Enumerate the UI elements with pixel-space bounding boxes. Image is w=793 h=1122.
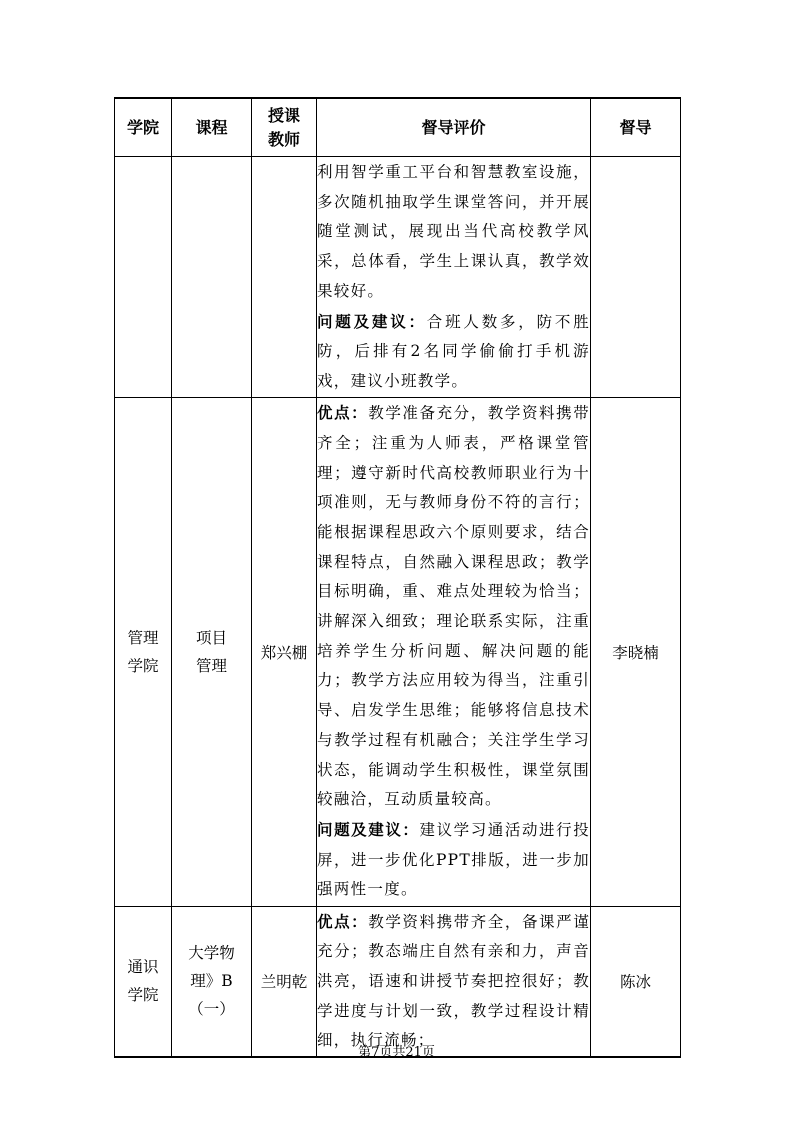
strengths-text: 教学资料携带齐全，备课严谨充分；教态端庄自然有亲和力，声音洪亮，语速和讲授节奏把控很好；教学进度与计划一致，教学过程设计精细，执行流畅； bbox=[317, 912, 591, 1050]
table-row bbox=[115, 906, 681, 1057]
college-cell bbox=[115, 906, 172, 1057]
table-row bbox=[115, 397, 681, 906]
strengths-label: 优点： bbox=[317, 403, 369, 423]
supervision-table bbox=[114, 97, 681, 1058]
course-cell bbox=[172, 906, 252, 1057]
teacher-cell: 郑兴棚 bbox=[252, 397, 317, 906]
course-line1: 大学物 bbox=[188, 944, 235, 963]
table-header-row bbox=[115, 98, 681, 157]
issues-paragraph bbox=[317, 815, 590, 905]
header-supervisor: 督导 bbox=[591, 98, 681, 157]
evaluation-cell bbox=[317, 906, 591, 1057]
teacher-cell: 兰明乾 bbox=[252, 906, 317, 1057]
course-cell bbox=[172, 157, 252, 398]
college-line1: 通识 bbox=[127, 958, 159, 977]
course-line1: 项目 bbox=[195, 628, 227, 647]
strengths-paragraph bbox=[317, 398, 590, 815]
strengths-text: 教学准备充分，教学资料携带齐全；注重为人师表，严格课堂管理；遵守新时代高校教师职业行为十项准则，无与教师身份不符的言行；能根据课程思政六个原则要求，结合课程特点，自然融入课程思政；教学目标明确，重、难点处理较为恰当；讲解深入细致；理论联系实际，注重培养学生分析问题、解决问题的能力；教学方法应用较为得当，注重引导、启发学生思维；能够将信息技术与教学过程有机融合；关注学生学习状态，能调动学生积极性，课堂氛围较融洽，互动质量较高。 bbox=[317, 404, 591, 809]
issues-text: 合班人数多，防不胜防，后排有2名同学偷偷打手机游戏，建议小班教学。 bbox=[317, 312, 590, 390]
college-line1: 管理 bbox=[127, 628, 159, 647]
strengths-paragraph bbox=[317, 907, 590, 1057]
course-line2: 理》B bbox=[190, 972, 233, 991]
teacher-cell bbox=[252, 157, 317, 398]
header-college: 学院 bbox=[115, 98, 172, 157]
header-teacher bbox=[252, 98, 317, 157]
college-line2: 学院 bbox=[127, 986, 159, 1005]
course-line2: 管理 bbox=[195, 656, 227, 675]
college-cell bbox=[115, 397, 172, 906]
course-line3: （一） bbox=[188, 1000, 235, 1019]
evaluation-cell bbox=[317, 397, 591, 906]
issues-paragraph bbox=[317, 307, 590, 397]
strengths-paragraph bbox=[317, 157, 590, 307]
issues-label: 问题及建议： bbox=[317, 311, 427, 331]
strengths-text: 利用智学重工平台和智慧教室设施，多次随机抽取学生课堂答问，并开展随堂测试，展现出当代高校教学风采，总体看，学生上课认真，教学效果较好。 bbox=[317, 163, 590, 300]
header-evaluation: 督导评价 bbox=[317, 98, 591, 157]
issues-text: 建议学习通活动进行投屏，进一步优化PPT排版，进一步加强两性一度。 bbox=[317, 820, 590, 899]
evaluation-cell bbox=[317, 157, 591, 398]
supervisor-cell bbox=[591, 157, 681, 398]
supervisor-cell: 李晓楠 bbox=[591, 397, 681, 906]
supervisor-cell: 陈冰 bbox=[591, 906, 681, 1057]
issues-label: 问题及建议： bbox=[317, 819, 420, 839]
header-teacher-line2: 教师 bbox=[267, 129, 300, 149]
page-footer: 第7页共21页 bbox=[358, 1045, 435, 1060]
college-line2: 学院 bbox=[127, 656, 159, 675]
course-cell bbox=[172, 397, 252, 906]
college-cell bbox=[115, 157, 172, 398]
header-teacher-line1: 授课 bbox=[267, 105, 300, 125]
header-course: 课程 bbox=[172, 98, 252, 157]
strengths-label: 优点： bbox=[317, 911, 369, 931]
table-row bbox=[115, 157, 681, 398]
